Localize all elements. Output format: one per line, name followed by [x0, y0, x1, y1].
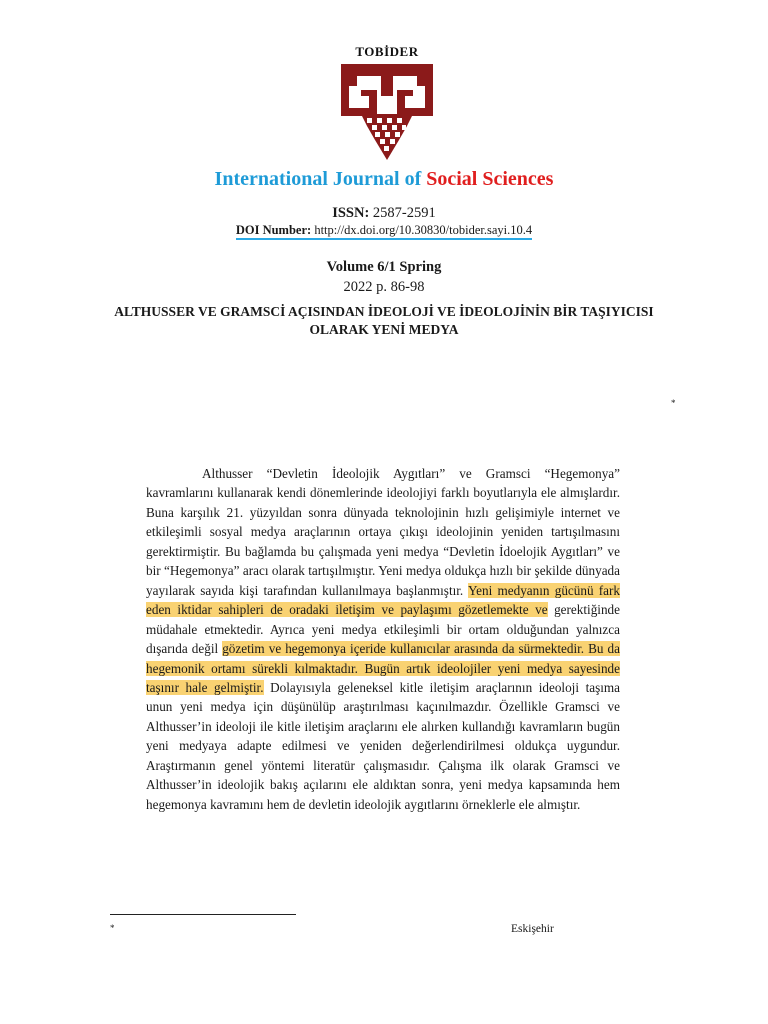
journal-title-part2: Social Sciences — [426, 168, 554, 190]
doi-label: DOI Number: — [235, 223, 312, 237]
doi-link[interactable]: http://dx.doi.org/10.30830/tobider.sayi.10.4 — [311, 223, 533, 237]
journal-logo — [332, 44, 442, 164]
logo-text: TOBİDER — [355, 44, 419, 59]
footnote-divider — [110, 914, 296, 915]
highlighted-text-1: Yeni medyanın gücünü fark eden iktidar sahipleri de oradaki iletişim ve paylaşımı gözetlemekte ve — [146, 582, 620, 618]
doi-line — [0, 223, 768, 238]
tobider-emblem-icon — [335, 62, 439, 164]
issn-line — [0, 205, 768, 222]
footnote-marker: * — [110, 923, 115, 933]
highlighted-text-2: gözetim ve hegemonya içeride kullanıcılar arasında da sürmektedir. Bu da hegemonik ortamı sürekli kılmaktadır. Bugün artık ideolojiler yeni medya sayesinde taşınır hale gelmiştir. — [146, 641, 620, 695]
issn-value: 2587-2591 — [369, 205, 436, 221]
volume-info: Volume 6/1 Spring — [326, 259, 442, 275]
abstract-text-1: Althusser “Devletin İdeolojik Aygıtları” ve Gramsci “Hegemonya” kavramlarını kullanarak kendi dönemlerinde ideolojiyi farklı boyutlarıyla ele almışlardır. Buna karşılık 21. yüzyıldan sonra dünyada teknolojinin hızlı gelişimiyle internet ve etkileşimli sosyal medya araçlarının ortaya çıkışı ideolojinin yeniden tartışılmasını gerektirmiştir. Bu bağlamda bu çalışmada yeni medya “Devletin İdoelojik Aygıtları” ve bir “Hegemonya” aracı olarak tartışılmıştır. Yeni medya oldukça hızlı bir şekilde dünyada yayılarak sayıda kişi tarafından kullanılmaya başlanmıştır. — [146, 466, 620, 598]
journal-title — [0, 168, 768, 191]
abstract-text-2: gerektiğinde müdahale etmektedir. Ayrıca yeni medya etkileşimli bir ortam olduğundan yalnızca dışarıda değil — [146, 602, 620, 657]
article-title: ALTHUSSER VE GRAMSCİ AÇISINDAN İDEOLOJİ VE İDEOLOJİNİN BİR TAŞIYICISI OLARAK YENİ MEDYA — [114, 304, 654, 337]
author-footnote-marker: * — [671, 398, 676, 408]
abstract-text-3: Dolayısıyla geleneksel kitle iletişim araçlarının ideoloji taşıma unun yeni medya için düşünülüp araştırılması kaçınılmazdır. Özellikle Gramsci ve Althusser’in ideoloji ile kitle iletişim araçlarını ele alırken kullandığı kavramların bugün yeni medyaya adapte edilmesi ve yeniden değerlendirilmesi oldukça uygundur. Araştırmanın genel yöntemi literatür çalışmasıdır. Çalışma ilk olarak Gramsci ve Althusser’in ideolojik bakış açılarını ele aldıktan sonra, yeni medya kapsamında hem hegemonya kavramını hem de devletin ideolojik aygıtlarını örneklerle ele almıştır. — [146, 679, 620, 812]
issn-label: ISSN: — [332, 205, 370, 221]
abstract — [146, 464, 620, 814]
page-range: 2022 p. 86-98 — [343, 279, 425, 295]
journal-title-part1: International Journal of — [214, 168, 427, 190]
abstract-paragraph — [146, 464, 620, 814]
footnote-text: Eskişehir — [511, 923, 554, 935]
